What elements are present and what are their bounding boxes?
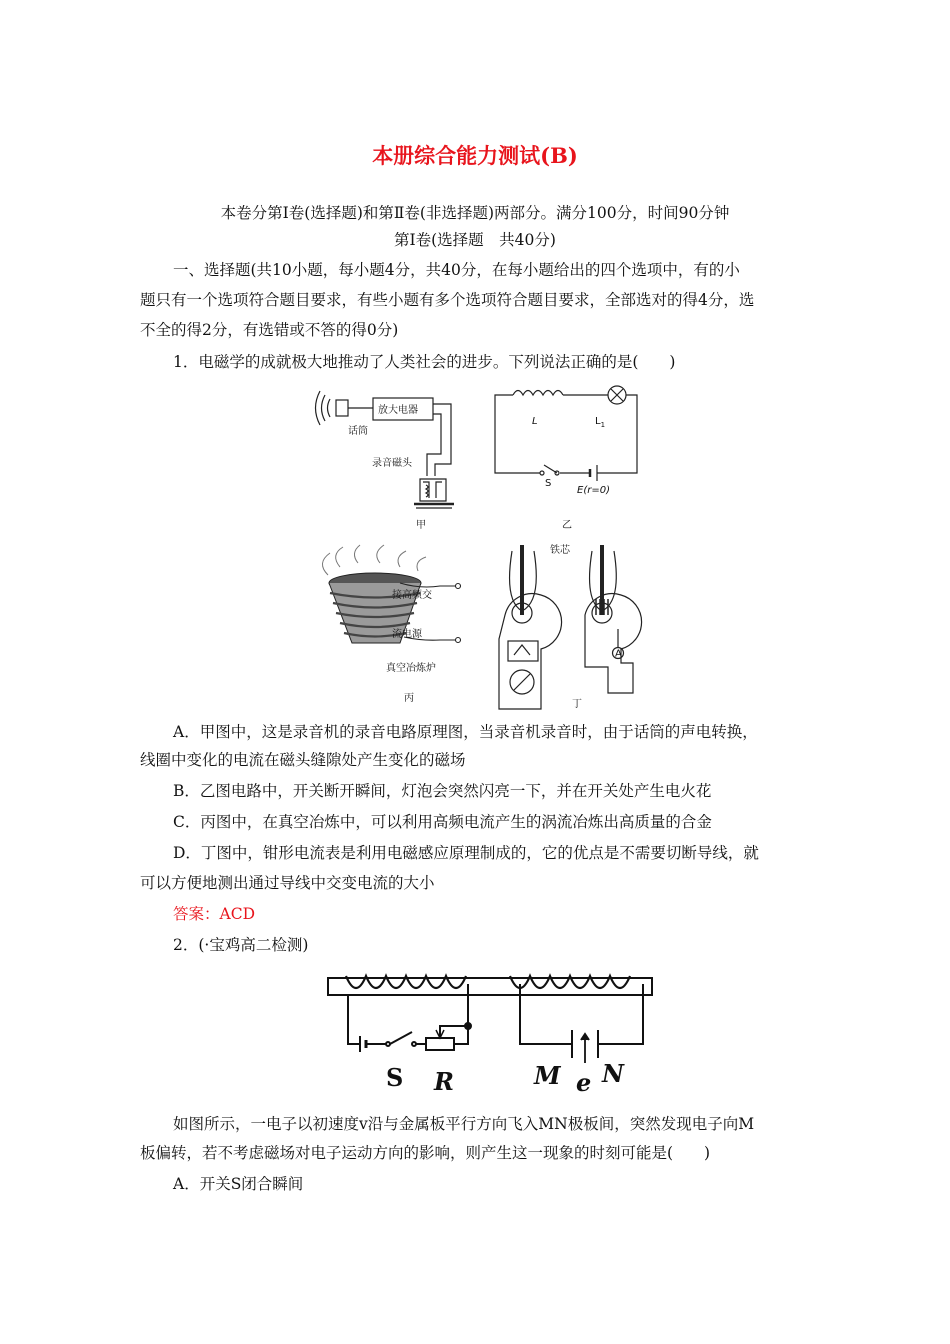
electron-e-label: e [576,1068,592,1096]
switch-S-label: S [386,1063,404,1092]
q2-stem: 2．(·宝鸡高二检测) [173,936,309,954]
ding-ammeter-label: A [615,648,622,660]
plate-N-label: N [602,1059,624,1088]
part1-heading: 第Ⅰ卷(选择题 共40分) [394,231,556,249]
ding-caption: 丁 [572,699,582,710]
q1-option-d-line1: D．丁图中，钳形电流表是利用电磁感应原理制成的，它的优点是不需要切断导线，就 [173,844,759,862]
section1-line1: 一、选择题(共10小题，每小题4分，共40分，在每小题给出的四个选项中，有的小 [173,261,740,279]
jia-amp-label: 放大电器 [378,405,418,416]
jia-mic-label: 话筒 [348,426,368,437]
q2-option-a: A．开关S闭合瞬间 [173,1175,304,1193]
section1-line3: 不全的得2分，有选错或不答的得0分) [140,321,399,339]
q2-text-line2: 板偏转，若不考虑磁场对电子运动方向的影响，则产生这一现象的时刻可能是( ) [140,1144,711,1162]
yi-caption: 乙 [562,520,572,531]
bing-ac-label-2: 流电源 [392,629,422,640]
jia-head-label: 录音磁头 [372,458,412,469]
yi-L1-letter: L [595,416,601,427]
figure-yi [495,386,637,481]
q1-option-c: C．丙图中，在真空冶炼中，可以利用高频电流产生的涡流冶炼出高质量的合金 [173,813,712,831]
intro-text: 本卷分第Ⅰ卷(选择题)和第Ⅱ卷(非选择题)两部分。满分100分，时间90分钟 [220,204,730,222]
yi-L1-label [595,416,605,429]
bing-furnace-label: 真空冶炼炉 [386,663,436,674]
section1-line2: 题只有一个选项符合题目要求，有些小题有多个选项符合题目要求，全部选对的得4分，选 [140,291,755,309]
ding-core-label: 铁芯 [550,545,570,556]
jia-caption: 甲 [416,520,426,531]
page-title: 本册综合能力测试(B) [372,143,578,168]
q1-figure [300,385,660,715]
q2-figure [320,968,660,1096]
q1-option-d-line2: 可以方便地测出通过导线中交变电流的大小 [140,874,435,892]
q1-stem: 1．电磁学的成就极大地推动了人类社会的进步。下列说法正确的是( ) [173,353,676,371]
answer-value: ACD [219,905,255,923]
yi-E-label: E(r=0) [577,485,610,496]
q1-answer [173,904,255,924]
answer-label: 答案： [173,905,220,923]
yi-L1-subscript: 1 [600,421,606,429]
bing-ac-label-1: 接高频交 [392,590,432,601]
yi-L-label: L [532,416,538,427]
q1-option-b: B．乙图电路中，开关断开瞬间，灯泡会突然闪亮一下，并在开关处产生电火花 [173,782,712,800]
q1-option-a-line1: A．甲图中，这是录音机的录音电路原理图，当录音机录音时，由于话筒的声电转换， [173,723,758,741]
plate-M-label: M [534,1061,561,1090]
q2-text-line1: 如图所示，一电子以初速度v沿与金属板平行方向飞入MN极板间，突然发现电子向M [173,1115,755,1133]
bing-caption: 丙 [404,693,414,704]
rheostat-R-label: R [434,1067,454,1096]
yi-S-label: S [545,478,552,489]
q1-option-a-line2: 线圈中变化的电流在磁头缝隙处产生变化的磁场 [140,751,466,769]
figure-ding [499,545,642,709]
